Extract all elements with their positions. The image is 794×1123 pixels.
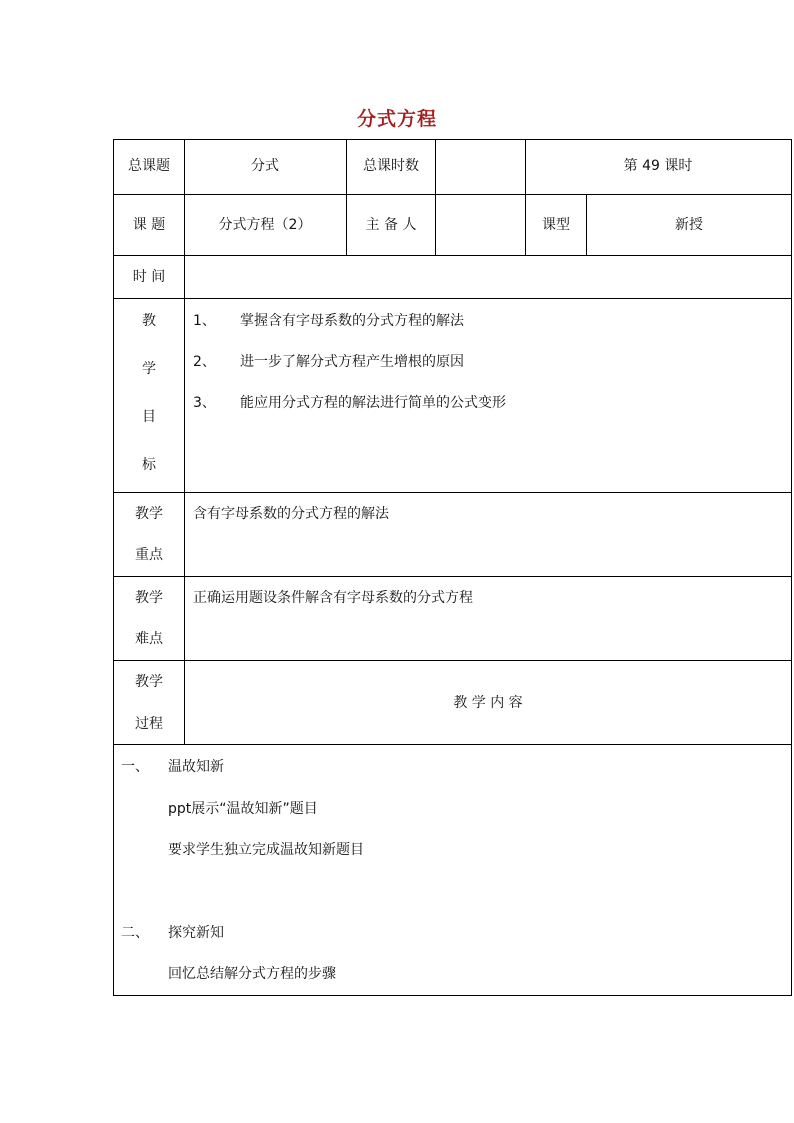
column-divider: [346, 139, 347, 255]
goals-label-char: 标: [142, 457, 156, 473]
section-line: ppt展示“温故知新”题目: [168, 801, 318, 817]
preparer-label: 主 备 人: [365, 217, 417, 233]
key-points-label: 教学: [135, 506, 163, 522]
goal-text: 掌握含有字母系数的分式方程的解法: [240, 313, 464, 329]
column-divider: [184, 139, 185, 744]
section-line: 要求学生独立完成温故知新题目: [168, 842, 364, 858]
row-divider: [113, 744, 792, 745]
column-divider: [525, 139, 526, 255]
section-line: 回忆总结解分式方程的步骤: [168, 966, 336, 982]
lesson-type-value: 新授: [675, 217, 703, 233]
total-hours-label: 总课时数: [363, 158, 419, 174]
goals-label-char: 目: [142, 409, 156, 425]
goal-text: 进一步了解分式方程产生增根的原因: [240, 354, 464, 370]
lesson-type-label: 课型: [542, 217, 570, 233]
column-divider: [435, 139, 436, 255]
key-points-text: 含有字母系数的分式方程的解法: [193, 506, 389, 522]
goals-label-char: 学: [142, 361, 156, 377]
table-border-top: [113, 139, 792, 140]
lesson-number: 第 49 课时: [623, 158, 693, 174]
table-border-left: [113, 139, 114, 996]
row-divider: [113, 492, 792, 493]
time-label: 时 间: [132, 269, 166, 285]
row-divider: [113, 576, 792, 577]
difficulties-label: 难点: [135, 631, 163, 647]
row-divider: [113, 255, 792, 256]
difficulties-text: 正确运用题设条件解含有字母系数的分式方程: [193, 590, 473, 606]
topic-value: 分式方程（2）: [218, 217, 312, 233]
course-value: 分式: [251, 158, 279, 174]
row-divider: [113, 298, 792, 299]
row-divider: [113, 194, 792, 195]
table-border-right: [791, 139, 792, 996]
goal-number: 3、: [193, 395, 216, 411]
topic-label: 课 题: [132, 217, 166, 233]
goal-number: 1、: [193, 313, 216, 329]
column-divider: [586, 194, 587, 255]
teaching-content-header: 教 学 内 容: [453, 695, 523, 711]
process-label: 过程: [135, 716, 163, 732]
section-number: 二、: [121, 925, 149, 941]
goal-number: 2、: [193, 354, 216, 370]
process-label: 教学: [135, 674, 163, 690]
section-number: 一、: [121, 759, 149, 775]
goal-text: 能应用分式方程的解法进行简单的公式变形: [240, 395, 506, 411]
key-points-label: 重点: [135, 547, 163, 563]
course-label: 总课题: [128, 158, 170, 174]
difficulties-label: 教学: [135, 590, 163, 606]
table-border-bottom: [113, 995, 792, 996]
goals-label-char: 教: [142, 313, 156, 329]
document-title: 分式方程: [356, 108, 437, 130]
section-title: 探究新知: [168, 925, 224, 941]
section-title: 温故知新: [168, 759, 224, 775]
row-divider: [113, 660, 792, 661]
lesson-plan-table: [113, 139, 792, 996]
